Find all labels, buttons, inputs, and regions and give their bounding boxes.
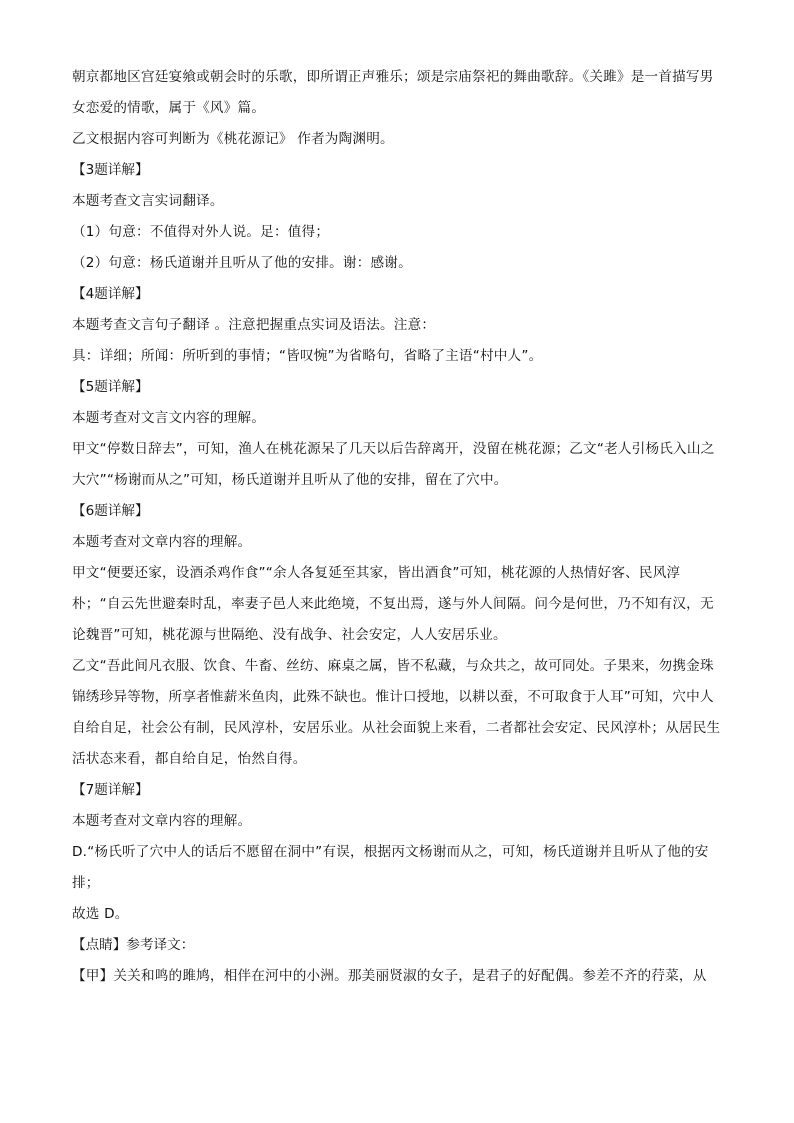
paragraph-q3-topic: 本题考查文言实词翻译。 [72, 193, 224, 209]
section-heading-q7: 【7题详解】 [72, 782, 149, 798]
paragraph-author: 乙文根据内容可判断为《桃花源记》 作者为陶渊明。 [72, 131, 394, 147]
section-heading-q3: 【3题详解】 [72, 162, 149, 178]
paragraph-q5-topic: 本题考查对文言文内容的理解。 [72, 410, 266, 426]
paragraph-q4-topic: 本题考查文言句子翻译 。注意把握重点实词及语法。注意： [72, 317, 436, 333]
section-heading-q5: 【5题详解】 [72, 379, 149, 395]
paragraph-q5-analysis: 甲文“停数日辞去”，可知，渔人在桃花源呆了几天以后告辞离开，没留在桃花源；乙文“老人引杨氏入山之大穴”“杨谢而从之”可知，杨氏道谢并且听从了他的安排，留在了穴中。 [72, 441, 715, 488]
section-heading-q4: 【4题详解】 [72, 286, 149, 302]
paragraph-q3-item1: （1）句意：不值得对外人说。足：值得； [72, 224, 330, 240]
paragraph-q4-notes: 具：详细；所闻：所听到的事情；“皆叹惋”为省略句，省略了主语“村中人”。 [72, 348, 543, 364]
paragraph-q6-text-a: 甲文“便要还家，设酒杀鸡作食”“余人各复延至其家，皆出酒食”可知，桃花源的人热情好客、民风淳朴；“自云先世避秦时乱，率妻子邑人来此绝境，不复出焉，遂与外人间隔。问今是何世，乃不知有汉，无论魏晋”可知，桃花源与世隔绝、没有战争、社会安定，人人安居乐业。 [72, 565, 714, 643]
section-heading-q6: 【6题详解】 [72, 503, 149, 519]
paragraph-q7-topic: 本题考查对文章内容的理解。 [72, 813, 252, 829]
document-body [72, 62, 722, 992]
paragraph-translation-a: 【甲】关关和鸣的雎鸠，相伴在河中的小洲。那美丽贤淑的女子，是君子的好配偶。参差不齐的荇菜，从 [72, 968, 707, 984]
paragraph-intro-continued: 朝京都地区宫廷宴飨或朝会时的乐歌，即所谓正声雅乐；颂是宗庙祭祀的舞曲歌辞。《关雎》是一首描写男女恋爱的情歌，属于《风》篇。 [72, 69, 714, 116]
paragraph-q6-text-b: 乙文“吾此间凡衣服、饮食、牛畜、丝纺、麻桌之属，皆不私藏，与众共之，故可同处。子果来，勿携金珠锦绣珍异等物，所享者惟薪米鱼肉，此殊不缺也。惟计口授地，以耕以蚕，不可取食于人耳”可知，穴中人自给自足，社会公有制，民风淳朴，安居乐业。从社会面貌上来看，二者都社会安定、民风淳朴；从居民生活状态来看，都自给自足，怡然自得。 [72, 658, 721, 767]
section-heading-commentary: 【点睛】参考译文： [72, 937, 195, 953]
paragraph-q3-item2: （2）句意：杨氏道谢并且听从了他的安排。谢：感谢。 [72, 255, 412, 271]
paragraph-q7-answer: 故选 D。 [72, 906, 129, 922]
paragraph-q6-topic: 本题考查对文章内容的理解。 [72, 534, 252, 550]
paragraph-q7-analysis: D.“杨氏听了穴中人的话后不愿留在洞中”有误，根据丙文杨谢而从之，可知，杨氏道谢并且听从了他的安排； [72, 844, 709, 891]
